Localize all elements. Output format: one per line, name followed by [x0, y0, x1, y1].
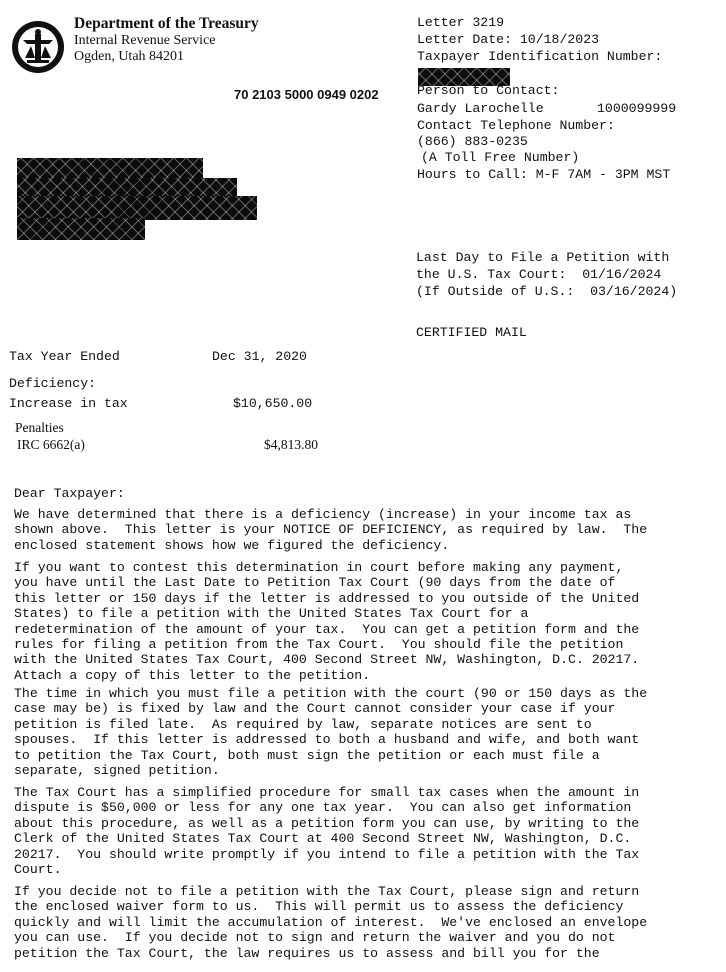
certified-mail: CERTIFIED MAIL — [416, 325, 527, 340]
petition-deadline-line-2: the U.S. Tax Court: 01/16/2024 — [416, 267, 662, 282]
deficiency-label: Deficiency: — [9, 376, 97, 391]
paragraph-deficiency-notice: We have determined that there is a deficiency (increase) in your income tax as shown above. This letter is your NOTICE OF DEFICIENCY, as required by law. The enclosed statement shows how we figured the deficiency. — [14, 507, 648, 553]
increase-in-tax-value: $10,650.00 — [233, 396, 313, 411]
increase-in-tax-label: Increase in tax — [9, 396, 128, 411]
contact-phone: (866) 883-0235 — [417, 134, 528, 149]
contact-name: Gardy Larochelle — [417, 101, 544, 116]
paragraph-time-limit: The time in which you must file a petition with the court (90 or 150 days as the case may be) is fixed by law and the Court cannot consider your case if your petition is filed late. As required by law, separate notices are sent to spouses. If this letter is addressed to both a husband and wife, and both want to petition the Tax Court, both must sign the petition or each must file a separate, signed petition. — [14, 686, 648, 779]
tax-year-value: Dec 31, 2020 — [212, 349, 307, 364]
paragraph-waiver: If you decide not to file a petition with the Tax Court, please sign and return the enclosed waiver form to us. This will permit us to assess the deficiency quickly and will limit the accumulation of interest. We've enclosed an envelope you can use. If you decide not to sign and return the waiver and you do not petition the Tax Court, the law requires us to assess and bill you for the — [14, 884, 648, 961]
salutation: Dear Taxpayer: — [14, 486, 125, 501]
office-address: Ogden, Utah 84201 — [74, 49, 185, 64]
contact-id: 1000099999 — [597, 101, 677, 116]
paragraph-contest: If you want to contest this determination in court before making any payment, you have until the Last Date to Petition Tax Court (90 days from the date of this letter or 150 days if the letter is addressed to you outside of the United States) to file a petition with the United States Tax Court for a redetermination of the amount of your tax. You can get a petition form and the rules for filing a petition from the Tax Court. You should file the petition with the United States Tax Court, 400 Second Street NW, Washington, D.C. 20217. Attach a copy of this letter to the petition. — [14, 560, 640, 683]
redacted-address-line-2 — [17, 178, 237, 198]
phone-label: Contact Telephone Number: — [417, 118, 615, 133]
tracking-number: 70 2103 5000 0949 0202 — [234, 87, 379, 102]
irc-penalty-value: $4,813.80 — [264, 437, 318, 452]
person-to-contact-label: Person to Contact: — [417, 83, 560, 98]
redacted-address-line-4 — [17, 218, 145, 240]
office-name: Internal Revenue Service — [74, 33, 216, 48]
tin-label: Taxpayer Identification Number: — [417, 49, 663, 64]
redacted-address-line-3 — [17, 196, 257, 220]
petition-deadline-line-3: (If Outside of U.S.: 03/16/2024) — [416, 284, 678, 299]
paragraph-small-case: The Tax Court has a simplified procedure for small tax cases when the amount in dispute is $50,000 or less for any one tax year. You can also get information about this procedure, as well as a petition form you can use, by writing to the Clerk of the United States Tax Court at 400 Second Street NW, Washington, D.C. 20217. You should write promptly if you intend to file a petition with the Tax Court. — [14, 785, 640, 878]
irc-penalty-label: IRC 6662(a) — [17, 437, 85, 452]
irs-eagle-logo-icon — [9, 20, 67, 74]
toll-free-note: (A Toll Free Number) — [421, 150, 580, 165]
penalties-label: Penalties — [15, 420, 64, 435]
letter-date: Letter Date: 10/18/2023 — [417, 32, 600, 47]
petition-deadline-line-1: Last Day to File a Petition with — [416, 250, 670, 265]
hours-to-call: Hours to Call: M-F 7AM - 3PM MST — [417, 167, 671, 182]
redacted-address-line-1 — [17, 158, 203, 180]
letter-number: Letter 3219 — [417, 15, 505, 30]
agency-name: Department of the Treasury — [74, 15, 259, 32]
tax-year-label: Tax Year Ended — [9, 349, 120, 364]
